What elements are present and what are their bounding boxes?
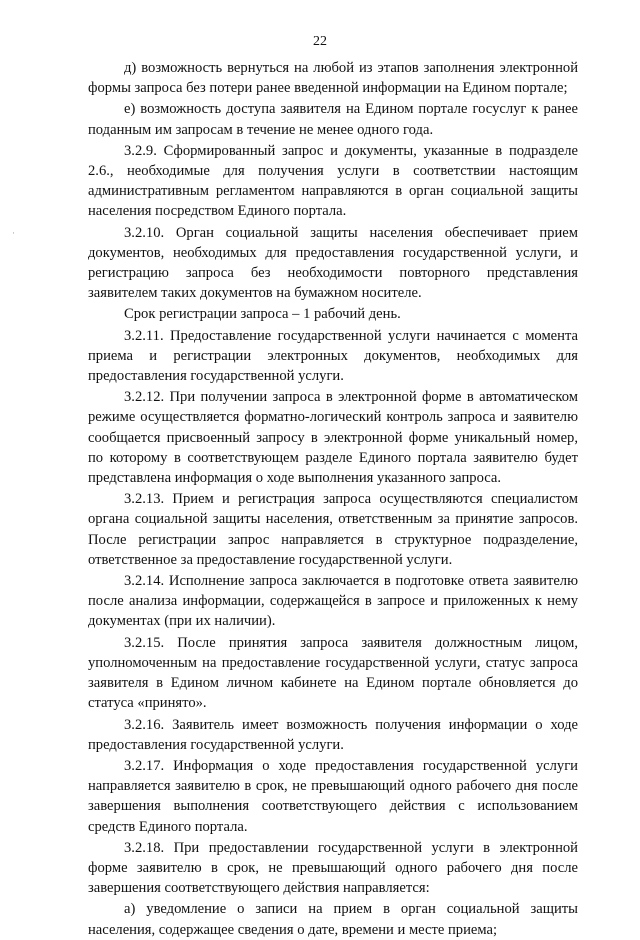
document-body <box>88 58 578 940</box>
paragraph-3-2-11: 3.2.11. Предоставление государственной услуги начинается с момента приема и регистрации электронных документов, необходимых для предоставления государственной услуги. <box>88 327 578 385</box>
paragraph-3-2-17: 3.2.17. Информация о ходе предоставления государственной услуги направляется заявителю в срок, не превышающий одного рабочего дня после завершения выполнения соответствующего действия с использованием средств Единого портала. <box>88 757 578 835</box>
paragraph-3-2-18: 3.2.18. При предоставлении государственной услуги в электронной форме заявителю в срок, не превышающий одного рабочего дня после завершения соответствующего действия направляется: <box>88 839 578 897</box>
paragraph-3-2-9: 3.2.9. Сформированный запрос и документы, указанные в подразделе 2.6., необходимые для получения услуги в соответствии настоящим административным регламентом направляются в орган социальной защиты населения посредством Единого портала. <box>88 142 578 220</box>
paragraph-3-2-10: 3.2.10. Орган социальной защиты населения обеспечивает прием документов, необходимых для предоставления государственной услуги, и регистрацию запроса без необходимости повторного представления заявителем таких документов на бумажном носителе. <box>88 224 578 302</box>
paragraph-a: а) уведомление о записи на прием в орган социальной защиты населения, содержащее сведения о дате, времени и месте приема; <box>88 901 578 938</box>
margin-mark: · <box>12 228 15 238</box>
paragraph-registration-term: Срок регистрации запроса – 1 рабочий день. <box>124 306 401 323</box>
paragraph-3-2-14: 3.2.14. Исполнение запроса заключается в подготовке ответа заявителю после анализа информации, содержащейся в запросе и приложенных к нему документах (при их наличии). <box>88 573 578 630</box>
paragraph-d: д) возможность вернуться на любой из этапов заполнения электронной формы запроса без потери ранее введенной информации на Едином портале; <box>88 60 578 97</box>
paragraph-3-2-16: 3.2.16. Заявитель имеет возможность получения информации о ходе предоставления государственной услуги. <box>88 716 578 753</box>
paragraph-e: е) возможность доступа заявителя на Едином портале госуслуг к ранее поданным им запросам в течение не менее одного года. <box>88 101 578 138</box>
paragraph-3-2-12: 3.2.12. При получении запроса в электронной форме в автоматическом режиме осуществляется форматно-логический контроль запроса и заявителю сообщается присвоенный запросу в электронной форме уникальный номер, по которому в соответствующем разделе Единого портала заявителю будет представлена информация о ходе выполнения указанного запроса. <box>88 389 578 487</box>
paragraph-3-2-13: 3.2.13. Прием и регистрация запроса осуществляются специалистом органа социальной защиты населения, ответственным за принятие запросов. После регистрации запрос направляется в структурное подразделение, ответственное за предоставление государственной услуги. <box>88 491 578 568</box>
paragraph-3-2-15: 3.2.15. После принятия запроса заявителя должностным лицом, уполномоченным на предоставление государственной услуги, статус запроса заявителя в Едином личном кабинете на Едином портале обновляется до статуса «принято». <box>88 634 578 712</box>
page-number: 22 <box>313 34 327 49</box>
